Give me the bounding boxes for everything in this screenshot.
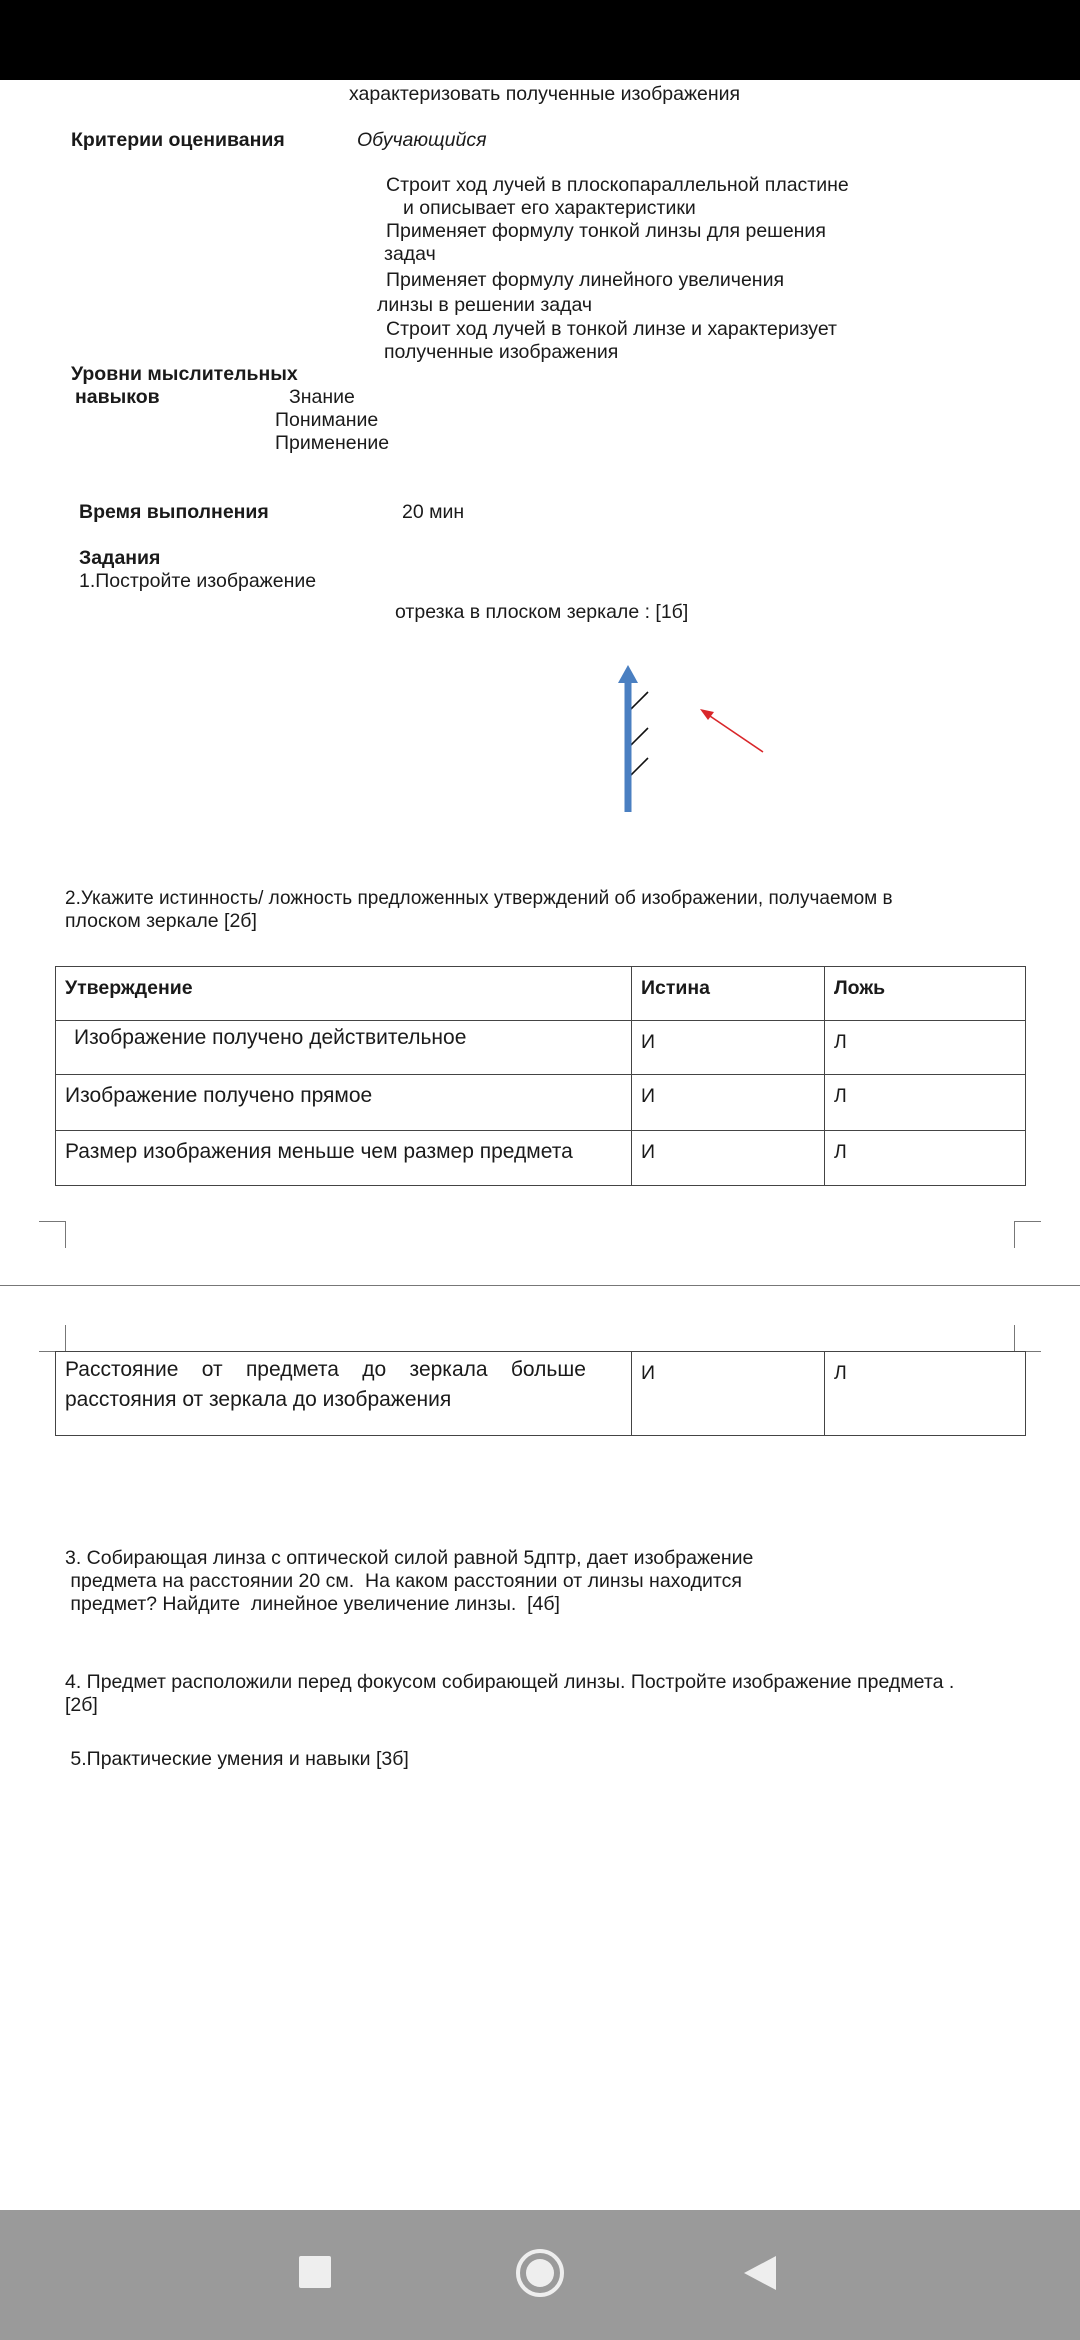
back-button[interactable] — [742, 2254, 778, 2292]
statement-line-2: расстояния от зеркала до изображения — [65, 1388, 452, 1411]
page-corner-marker — [39, 1221, 66, 1248]
criterion-4-line-1: Строит ход лучей в тонкой линзе и характеризует — [386, 318, 837, 340]
criterion-2-line-1: Применяет формулу тонкой линзы для решения — [386, 220, 826, 242]
table-header-row — [56, 967, 1026, 1021]
statements-table — [55, 966, 1026, 1186]
task-3-line-2: предмета на расстоянии 20 см. На каком расстоянии от линзы находится — [65, 1570, 742, 1592]
true-cell: И — [632, 1352, 825, 1436]
learner-label: Обучающийся — [357, 129, 487, 151]
page-corner-marker — [1014, 1325, 1041, 1352]
level-application: Применение — [275, 432, 390, 454]
task-4-line-1: 4. Предмет расположили перед фокусом собирающей линзы. Постройте изображение предмета . — [65, 1671, 955, 1693]
criterion-1-line-2: и описывает его характеристики — [403, 197, 696, 219]
home-button[interactable] — [515, 2248, 565, 2298]
page-break-line — [0, 1285, 1080, 1286]
table-row — [56, 1131, 1026, 1186]
header-true: Истина — [632, 967, 825, 1021]
true-cell: И — [632, 1021, 825, 1075]
header-false: Ложь — [825, 967, 1026, 1021]
mirror-diagram — [580, 655, 780, 815]
criterion-3-line-2: линзы в решении задач — [377, 294, 593, 316]
triangle-back-icon — [742, 2254, 778, 2292]
object-arrow — [618, 665, 638, 812]
false-cell: Л — [825, 1352, 1026, 1436]
circle-icon — [515, 2248, 565, 2298]
time-label: Время выполнения — [79, 501, 269, 523]
time-value: 20 мин — [402, 501, 465, 523]
false-cell: Л — [825, 1131, 1026, 1186]
statement-line-1: Расстояние от предмета до зеркала больше — [65, 1358, 586, 1381]
statement-cell: Размер изображения меньше чем размер предмета — [56, 1131, 632, 1186]
task-5: 5.Практические умения и навыки [3б] — [65, 1748, 409, 1770]
true-cell: И — [632, 1131, 825, 1186]
true-cell: И — [632, 1075, 825, 1131]
false-cell: Л — [825, 1075, 1026, 1131]
statements-table-continued — [55, 1351, 1026, 1436]
table-row — [56, 1021, 1026, 1075]
task-4-line-2: [2б] — [65, 1694, 98, 1716]
task-3-line-1: 3. Собирающая линза с оптической силой равной 5дптр, дает изображение — [65, 1547, 754, 1569]
criterion-2-line-2: задач — [384, 243, 436, 265]
table-row — [56, 1352, 1026, 1436]
task-2-line-2: плоском зеркале [2б] — [65, 910, 257, 932]
levels-label-line-2: навыков — [75, 386, 160, 408]
criterion-3-line-1: Применяет формулу линейного увеличения — [386, 269, 785, 291]
task-1-line-2: отрезка в плоском зеркале : [1б] — [395, 601, 689, 623]
level-knowledge: Знание — [289, 386, 355, 408]
statement-cell: Изображение получено действительное — [56, 1021, 632, 1075]
page-corner-marker — [39, 1325, 66, 1352]
levels-label-line-1: Уровни мыслительных — [71, 363, 298, 385]
criteria-label: Критерии оценивания — [71, 129, 285, 151]
header-statement: Утверждение — [56, 967, 632, 1021]
status-bar — [0, 0, 1080, 80]
task-2-line-1: 2.Укажите истинность/ ложность предложенных утверждений об изображении, получаемом в — [65, 888, 893, 909]
table-row — [56, 1075, 1026, 1131]
statement-cell: Изображение получено прямое — [56, 1075, 632, 1131]
criterion-4-line-2: полученные изображения — [384, 341, 619, 363]
tasks-title: Задания — [79, 547, 161, 569]
navigation-bar — [0, 2210, 1080, 2340]
level-understanding: Понимание — [275, 409, 379, 431]
false-cell: Л — [825, 1021, 1026, 1075]
recent-apps-button[interactable] — [299, 2256, 331, 2288]
incident-ray — [700, 709, 763, 752]
page-corner-marker — [1014, 1221, 1041, 1248]
task-1-line-1: 1.Постройте изображение — [79, 570, 317, 592]
task-3-line-3: предмет? Найдите линейное увеличение линзы. [4б] — [65, 1593, 560, 1615]
criteria-top-line: характеризовать полученные изображения — [349, 83, 741, 105]
statement-cell — [56, 1352, 632, 1436]
criterion-1-line-1: Строит ход лучей в плоскопараллельной пластине — [386, 174, 849, 196]
